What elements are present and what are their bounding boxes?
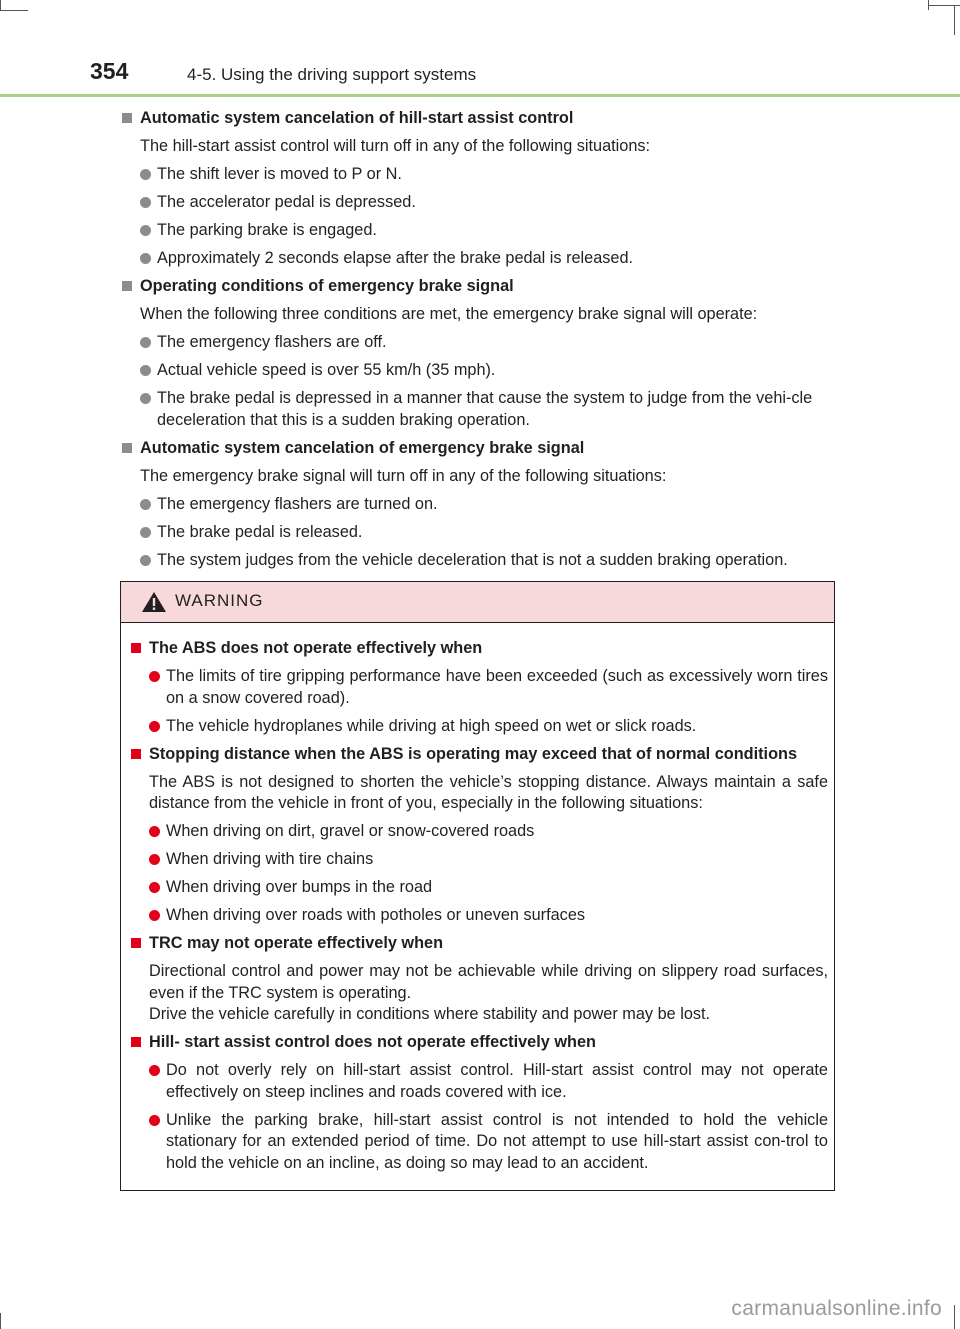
- square-bullet-icon: [131, 938, 141, 948]
- section-heading: Automatic system cancelation of emergency brake signal: [121, 438, 841, 460]
- warning-triangle-icon: [141, 591, 167, 618]
- list-item: When driving over bumps in the road: [130, 877, 828, 899]
- circle-bullet-icon: [140, 253, 151, 264]
- circle-bullet-icon: [140, 225, 151, 236]
- list-item: The brake pedal is depressed in a manner that cause the system to judge from the vehi-cle deceleration that this is a sudden braking operation.: [121, 388, 841, 431]
- circle-bullet-icon: [149, 826, 160, 837]
- list-item: The brake pedal is released.: [121, 522, 841, 544]
- warning-header: [121, 582, 834, 623]
- square-bullet-icon: [131, 643, 141, 653]
- circle-bullet-icon: [140, 365, 151, 376]
- list-item: The emergency flashers are turned on.: [121, 494, 841, 516]
- section-intro: The hill-start assist control will turn off in any of the following situations:: [140, 137, 651, 155]
- warning-section-heading: Hill- start assist control does not operate effectively when: [130, 1032, 828, 1054]
- crop-mark: [0, 1313, 1, 1329]
- list-item: The accelerator pedal is depressed.: [121, 192, 841, 214]
- square-bullet-icon: [122, 113, 132, 123]
- list-item: The shift lever is moved to P or N.: [121, 164, 841, 186]
- square-bullet-icon: [122, 443, 132, 453]
- crop-mark: [0, 10, 28, 11]
- circle-bullet-icon: [140, 527, 151, 538]
- list-item: When driving with tire chains: [130, 849, 828, 871]
- crop-mark: [954, 5, 955, 35]
- crop-mark: [954, 1305, 955, 1329]
- warning-title: WARNING: [175, 591, 264, 610]
- warning-box: [120, 581, 835, 1191]
- warning-section-intro: The ABS is not designed to shorten the vehicle’s stopping distance. Always maintain a safe distance from the vehicle in front of you, especially in the following situations:: [149, 772, 828, 812]
- warning-section-heading: TRC may not operate effectively when: [130, 933, 828, 955]
- list-item: Do not overly rely on hill-start assist control. Hill-start assist control may not operate effectively on steep inclines and roads covered with ice.: [130, 1060, 828, 1103]
- crop-mark: [928, 5, 960, 6]
- list-item: When driving on dirt, gravel or snow-covered roads: [130, 821, 828, 843]
- section-title: 4-5. Using the driving support systems: [187, 65, 477, 84]
- main-content: [121, 108, 841, 578]
- section-intro: When the following three conditions are met, the emergency brake signal will operate:: [140, 305, 758, 323]
- list-item: Approximately 2 seconds elapse after the brake pedal is released.: [121, 248, 841, 270]
- circle-bullet-icon: [140, 393, 151, 404]
- warning-body: [130, 638, 828, 1181]
- circle-bullet-icon: [149, 1065, 160, 1076]
- list-item: The emergency flashers are off.: [121, 332, 841, 354]
- circle-bullet-icon: [149, 854, 160, 865]
- list-item: Unlike the parking brake, hill-start assist control is not intended to hold the vehicle stationary for an extended period of time. Do not attempt to use hill-start assist con-trol to hold the vehicle on an incline, as doing so may lead to an accident.: [130, 1110, 828, 1175]
- page-number: 354: [90, 58, 129, 84]
- circle-bullet-icon: [140, 337, 151, 348]
- square-bullet-icon: [122, 281, 132, 291]
- circle-bullet-icon: [140, 555, 151, 566]
- circle-bullet-icon: [140, 499, 151, 510]
- list-item: When driving over roads with potholes or uneven surfaces: [130, 905, 828, 927]
- section-heading: Operating conditions of emergency brake signal: [121, 276, 841, 298]
- list-item: The parking brake is engaged.: [121, 220, 841, 242]
- circle-bullet-icon: [149, 721, 160, 732]
- section-intro: The emergency brake signal will turn off in any of the following situations:: [140, 466, 667, 485]
- list-item: The vehicle hydroplanes while driving at high speed on wet or slick roads.: [130, 716, 828, 738]
- section-heading: Automatic system cancelation of hill-start assist control: [121, 108, 841, 130]
- header-rule: [0, 94, 960, 97]
- square-bullet-icon: [131, 749, 141, 759]
- list-item: The limits of tire gripping performance have been exceeded (such as excessively worn tires on a snow covered road).: [130, 666, 828, 709]
- list-item: Actual vehicle speed is over 55 km/h (35 mph).: [121, 360, 841, 382]
- crop-mark: [0, 0, 1, 10]
- circle-bullet-icon: [140, 197, 151, 208]
- list-item: The system judges from the vehicle deceleration that is not a sudden braking operation.: [121, 550, 841, 572]
- watermark: carmanualsonline.info: [731, 1297, 942, 1320]
- square-bullet-icon: [131, 1037, 141, 1047]
- circle-bullet-icon: [149, 671, 160, 682]
- circle-bullet-icon: [149, 882, 160, 893]
- warning-section-heading: Stopping distance when the ABS is operating may exceed that of normal conditions: [130, 744, 828, 766]
- circle-bullet-icon: [140, 169, 151, 180]
- warning-section-intro: Directional control and power may not be achievable while driving on slippery road surfaces, even if the TRC system is operating. Drive the vehicle carefully in conditions where stability and power may be lost.: [149, 962, 828, 1023]
- warning-section-heading: The ABS does not operate effectively when: [130, 638, 828, 660]
- circle-bullet-icon: [149, 1115, 160, 1126]
- circle-bullet-icon: [149, 910, 160, 921]
